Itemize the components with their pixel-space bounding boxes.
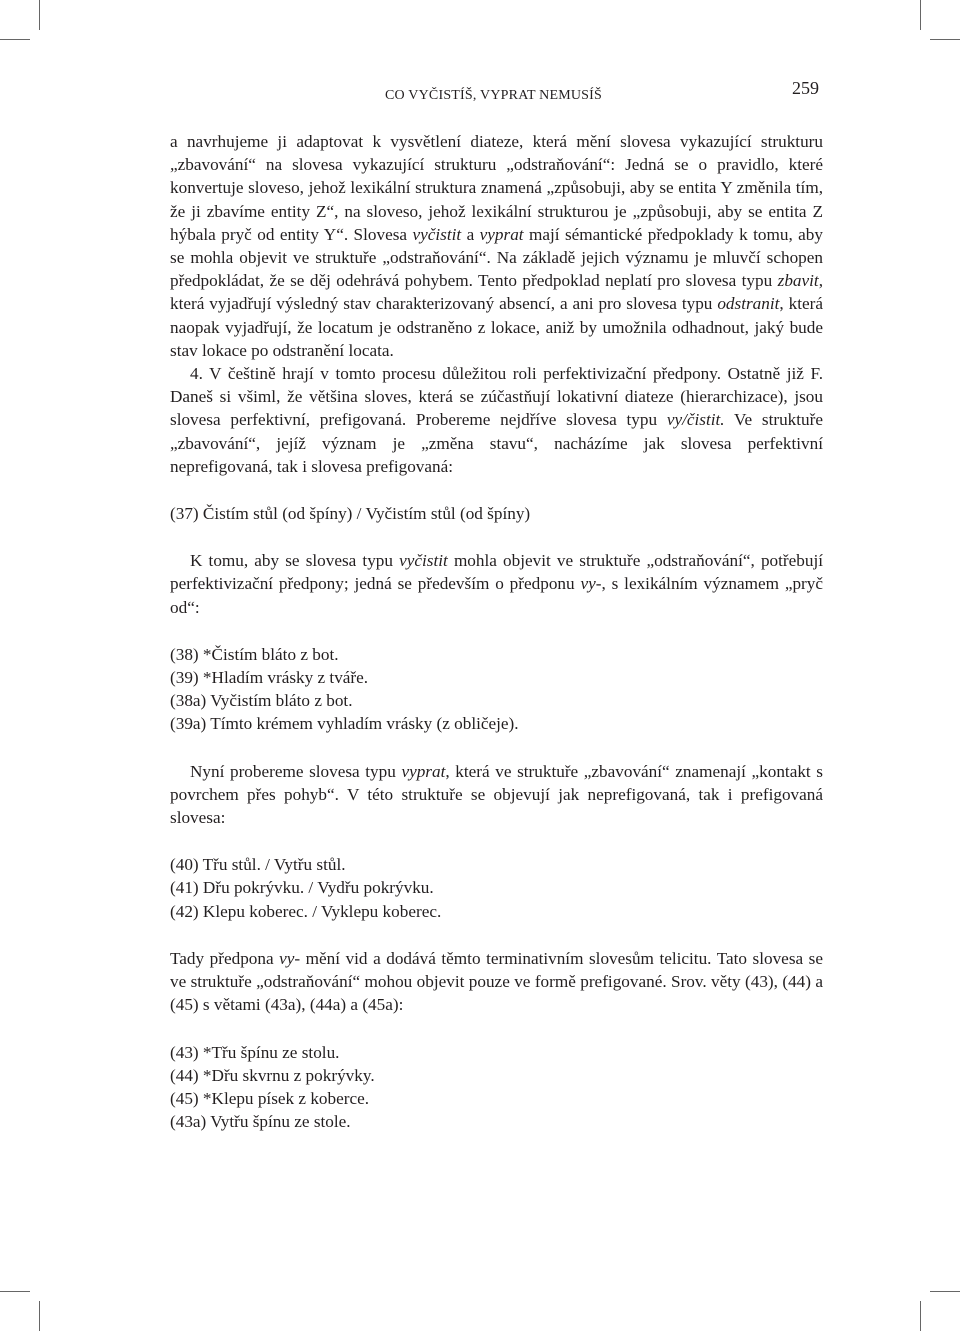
paragraph-5 <box>170 947 823 1017</box>
example-42: (42) Klepu koberec. / Vyklepu koberec. <box>170 901 442 921</box>
page-header <box>0 78 960 108</box>
crop-mark-bottom-left-horizontal <box>0 1291 30 1292</box>
paragraph-3 <box>170 549 823 619</box>
example-41: (41) Dřu pokrývku. / Vydřu pokrývku. <box>170 878 434 898</box>
crop-mark-top-left-horizontal <box>0 39 30 40</box>
italic-term: vy- <box>279 948 301 968</box>
example-39: (39) *Hladím vrásky z tváře. <box>170 668 369 688</box>
crop-mark-top-right-horizontal <box>930 39 960 40</box>
text-run: mají sémantické předpoklady k tomu, aby se mohla objevit ve struktuře „odstraňování“. Na základě jejich významu je mluvčí schopen předpokládat, že se děj odehrává pohybem. Tento předpoklad neplatí pro slovesa typu <box>170 224 823 291</box>
italic-term: vyčistit <box>399 551 448 571</box>
text-run: a <box>461 224 480 244</box>
text-run: Ve struktuře „zbavování“, jejíž význam je „změna stavu“, nacházíme jak slovesa perfektivní neprefigovaná, tak i slovesa prefigovaná: <box>170 410 823 476</box>
text-run: 4. V češtině hrají v tomto procesu důležitou roli perfektivizační předpony. Ostatně již F. Daneš si všiml, že většina sloves, která se zúčastňují lokativní diateze (hierarchizace), jsou slovesa perfektivní, prefigovaná. Probereme nejdříve slovesa typu <box>170 364 823 430</box>
example-38: (38) *Čistím bláto z bot. <box>170 644 339 664</box>
crop-mark-bottom-right-horizontal <box>930 1291 960 1292</box>
italic-term: vyprat <box>479 224 524 244</box>
italic-term: zbavit <box>777 271 819 291</box>
text-run: Nyní probereme slovesa typu <box>190 761 402 781</box>
example-45: (45) *Klepu písek z koberce. <box>170 1088 370 1108</box>
crop-mark-top-right-vertical <box>920 0 921 30</box>
italic-term: vy- <box>580 574 602 594</box>
example-44: (44) *Dřu skvrnu z pokrývky. <box>170 1065 375 1085</box>
crop-mark-bottom-left-vertical <box>39 1301 40 1331</box>
italic-term: vyčistit <box>412 224 462 244</box>
example-38a: (38a) Vyčistím bláto z bot. <box>170 691 353 711</box>
page-number: 259 <box>792 78 819 98</box>
example-43: (43) *Třu špínu ze stolu. <box>170 1042 340 1062</box>
italic-term: vyprat <box>401 761 446 781</box>
crop-mark-top-left-vertical <box>39 0 40 30</box>
example-43a: (43a) Vytřu špínu ze stole. <box>170 1112 351 1132</box>
text-run: mohla objevit ve struktuře „odstraňování“, potřebují perfektivizační předpony; jedná se především o předponu <box>170 551 823 594</box>
text-run: , která ve struktuře „zbavování“ znamenají „kontakt s povrchem přes pohyb“. V této struktuře se objevují jak neprefigovaná, tak i prefigovaná slovesa: <box>170 761 823 828</box>
paragraph-1 <box>170 130 823 362</box>
text-run: a navrhujeme ji adaptovat k vysvětlení diateze, která mění slovesa vykazující strukturu „zbavování“ na slovesa vykazující strukturu „odstraňování“: Jedná se o pravidlo, které konvertuje sloveso, jehož lexikální struktura znamená „způsobuji, aby se entita Y změnila tím, že ji zbavíme entity Z“, na sloveso, jehož lexikální strukturou je „způsobuji, aby se entita Z hýbala pryč od entity Y“. Slovesa <box>170 132 823 244</box>
text-run: Tady předpona <box>170 948 280 968</box>
italic-term: vy/čistit. <box>666 410 725 430</box>
running-head: CO VYČISTÍŠ, VYPRAT NEMUSÍŠ <box>385 88 603 103</box>
text-run: K tomu, aby se slovesa typu <box>190 551 400 571</box>
body-text <box>170 130 823 1133</box>
text-run: , s lexikálním významem „pryč od“: <box>170 574 823 617</box>
italic-term: odstranit <box>717 294 780 314</box>
text-run: mění vid a dodává těmto terminativním slovesům telicitu. Tato slovesa se ve struktuře „odstraňování“ mohou objevit pouze ve formě prefigované. Srov. věty (43), (44) a (45) s větami (43a), (44a) a (45a): <box>170 948 823 1015</box>
example-39a: (39a) Tímto krémem vyhladím vrásky (z obličeje). <box>170 714 519 734</box>
paragraph-2 <box>170 362 823 478</box>
paragraph-4 <box>170 760 823 830</box>
crop-mark-bottom-right-vertical <box>920 1301 921 1331</box>
example-40: (40) Třu stůl. / Vytřu stůl. <box>170 855 346 875</box>
text-run: , která vyjadřují výsledný stav charakterizovaný absencí, a ani pro slovesa typu <box>170 271 823 314</box>
example-37: (37) Čistím stůl (od špíny) / Vyčistím stůl (od špíny) <box>170 504 531 524</box>
text-run: , která naopak vyjadřují, že locatum je odstraněno z lokace, aniž by umožnila odhadnout, jaký bude stav lokace po odstranění locata. <box>170 294 823 360</box>
